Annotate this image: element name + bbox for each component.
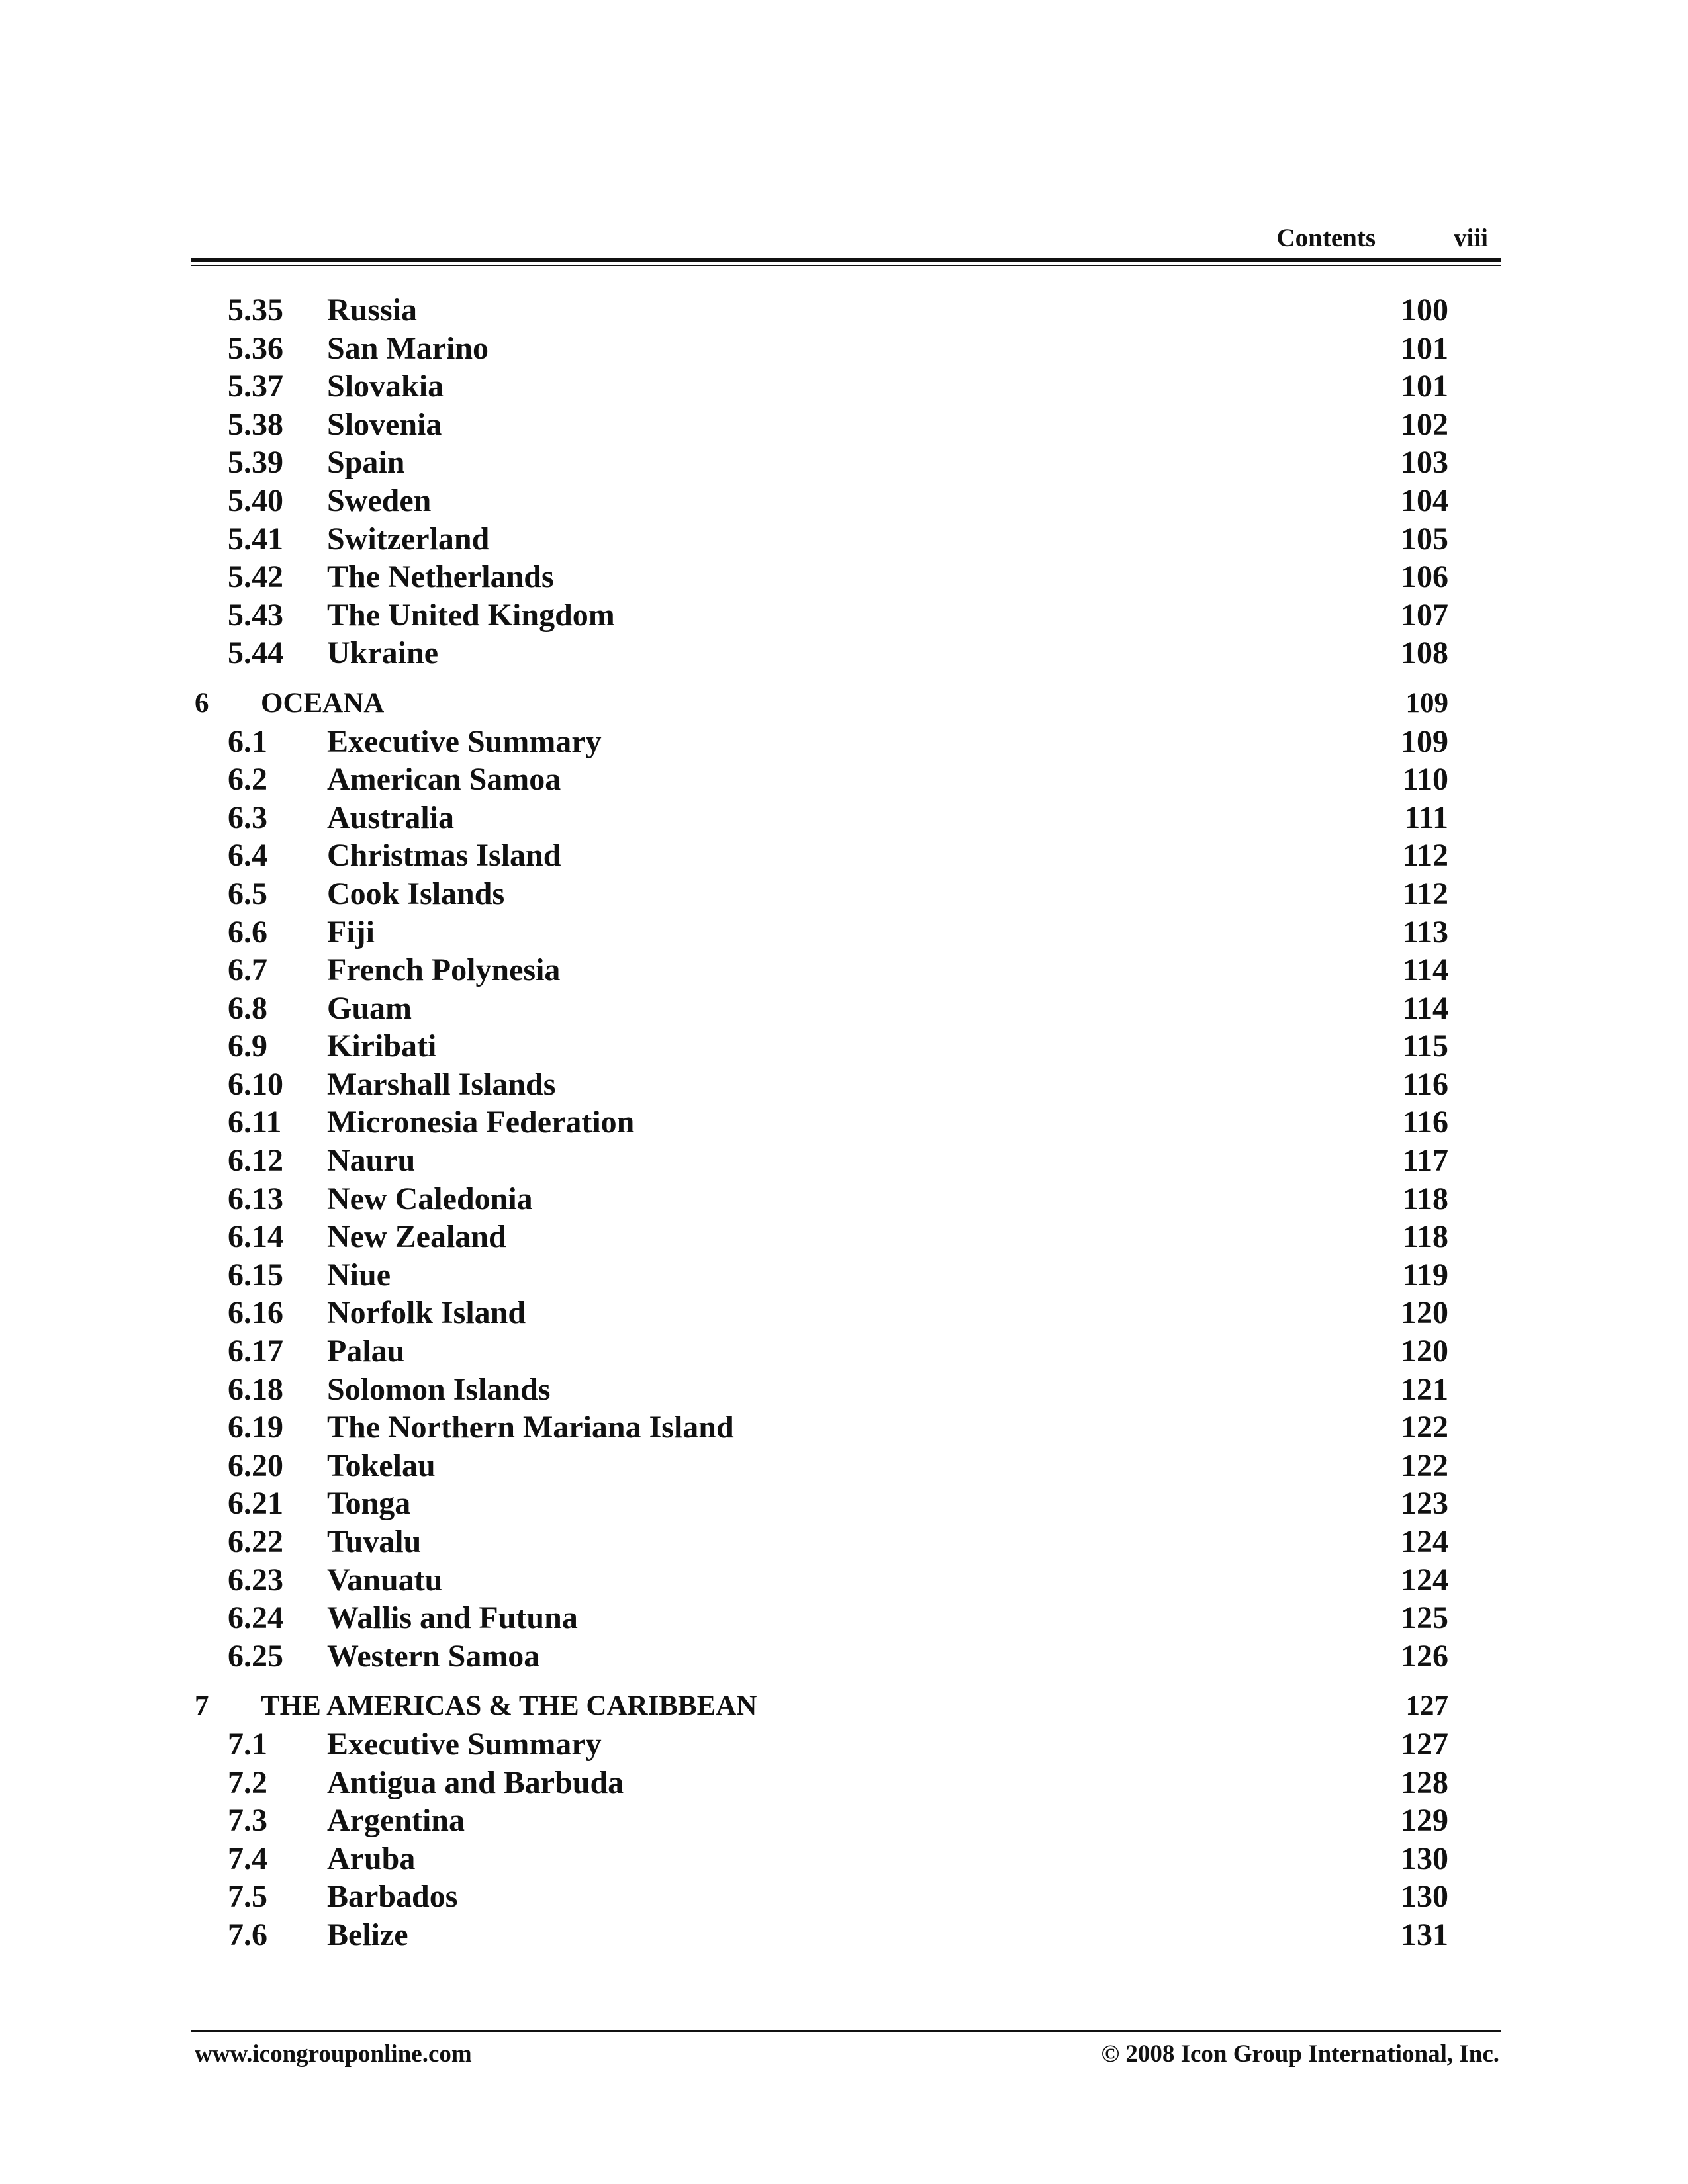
toc-page: 125 [1401,1600,1448,1636]
toc-num: 6.2 [228,762,267,797]
toc-page: 128 [1401,1764,1448,1800]
toc-title: OCEANA [261,687,385,719]
toc-title: Executive Summary [327,723,602,759]
toc-num: 6.7 [228,952,267,988]
toc-page: 112 [1402,838,1448,874]
toc-title: Belize [327,1917,408,1952]
toc-num: 5.40 [228,482,283,518]
toc-entry-row[interactable] [0,367,1688,406]
toc-entry-row[interactable] [0,482,1688,520]
toc-num: 6.21 [228,1486,283,1522]
toc-title: Vanuatu [327,1562,443,1598]
toc-entry-row[interactable] [0,443,1688,482]
toc-entry-row[interactable] [0,1523,1688,1561]
toc-title: Norfolk Island [327,1295,526,1331]
page-header [191,223,1501,256]
toc-entry-row[interactable] [0,330,1688,368]
toc-num: 6.11 [228,1105,282,1140]
toc-num: 5.41 [228,521,283,557]
toc-title: Australia [327,799,454,835]
toc-entry-row[interactable] [0,1294,1688,1332]
toc-entry-row[interactable] [0,951,1688,989]
toc-page: 131 [1401,1917,1448,1952]
toc-entry-row[interactable] [0,989,1688,1028]
toc-num: 6.9 [228,1028,267,1064]
footer-copyright: © 2008 Icon Group International, Inc. [1101,2040,1499,2068]
toc-title: Nauru [327,1143,416,1179]
toc-entry-row[interactable] [0,1878,1688,1916]
toc-num: 5.37 [228,369,283,404]
toc-num: 6.5 [228,876,267,911]
toc-entry-row[interactable] [0,837,1688,875]
toc-entry-row[interactable] [0,1066,1688,1104]
toc-entry-row[interactable] [0,1180,1688,1218]
footer-rule [191,2030,1501,2032]
toc-num: 6.23 [228,1562,283,1598]
toc-title: Fiji [327,914,375,950]
toc-entry-row[interactable] [0,1371,1688,1409]
toc-title: Switzerland [327,521,490,557]
toc-title: New Caledonia [327,1181,533,1216]
toc-entry-row[interactable] [0,760,1688,799]
toc-entry-row[interactable] [0,1801,1688,1840]
toc-page: 118 [1402,1219,1448,1255]
toc-num: 5.38 [228,406,283,442]
toc-page: 100 [1401,293,1448,328]
toc-title: Spain [327,445,405,480]
toc-title: The United Kingdom [327,597,615,633]
toc-title: Tuvalu [327,1524,422,1559]
toc-title: Kiribati [327,1028,437,1064]
toc-title: Slovakia [327,369,444,404]
toc-entry-row[interactable] [0,1840,1688,1878]
toc-page: 121 [1401,1371,1448,1407]
toc-page: 119 [1402,1257,1448,1293]
toc-page: 116 [1402,1105,1448,1140]
toc-num: 6.15 [228,1257,283,1293]
toc-entry-row[interactable] [0,875,1688,913]
toc-page: 124 [1401,1524,1448,1559]
header-rule-thick [191,258,1501,262]
toc-page: 113 [1402,914,1448,950]
toc-num: 6.12 [228,1143,283,1179]
toc-title: Niue [327,1257,391,1293]
toc-page: 126 [1401,1638,1448,1674]
toc-entry-row[interactable] [0,634,1688,672]
toc-num: 7.3 [228,1803,267,1839]
toc-title: Cook Islands [327,876,505,911]
toc-page: 106 [1401,559,1448,595]
toc-entry-row[interactable] [0,723,1688,761]
toc-entry-row[interactable] [0,1332,1688,1371]
toc-entry-row[interactable] [0,1484,1688,1523]
toc-page: 127 [1405,1690,1448,1722]
toc-title: Barbados [327,1879,458,1915]
toc-page: 114 [1402,952,1448,988]
toc-title: American Samoa [327,762,561,797]
toc-page: 115 [1402,1028,1448,1064]
toc-num: 6.14 [228,1219,283,1255]
toc-title: Micronesia Federation [327,1105,635,1140]
toc-title: French Polynesia [327,952,561,988]
toc-num: 5.42 [228,559,283,595]
toc-chapter-row[interactable] [0,1687,1688,1725]
toc-entry-row[interactable] [0,1142,1688,1180]
toc-entry-row[interactable] [0,1764,1688,1802]
toc-num: 7.5 [228,1879,267,1915]
toc-page: 120 [1401,1295,1448,1331]
toc-title: San Marino [327,330,489,366]
toc-num: 7.4 [228,1841,267,1876]
toc-title: The Netherlands [327,559,554,595]
toc-num: 6 [195,687,209,719]
toc-entry-row[interactable] [0,1027,1688,1066]
toc-title: Christmas Island [327,838,561,874]
toc-page: 124 [1401,1562,1448,1598]
toc-num: 6.4 [228,838,267,874]
toc-num: 6.17 [228,1334,283,1369]
toc-title: Wallis and Futuna [327,1600,578,1636]
toc-page: 109 [1401,723,1448,759]
toc-title: Slovenia [327,406,442,442]
toc-title: The Northern Mariana Island [327,1410,734,1445]
toc-entry-row[interactable] [0,1637,1688,1676]
toc-title: Marshall Islands [327,1066,556,1102]
toc-title: Aruba [327,1841,416,1876]
toc-num: 6.25 [228,1638,283,1674]
toc-num: 7.1 [228,1726,267,1762]
toc-title: New Zealand [327,1219,506,1255]
header-rule-thin [191,265,1501,266]
toc-page: 122 [1401,1410,1448,1445]
footer-website: www.icongrouponline.com [195,2040,472,2068]
toc-page: 117 [1402,1143,1448,1179]
header-section-title: Contents [1276,224,1376,252]
toc-page: 111 [1404,799,1448,835]
toc-num: 6.19 [228,1410,283,1445]
toc-title: Solomon Islands [327,1371,551,1407]
toc-page: 120 [1401,1334,1448,1369]
toc-page: 104 [1401,482,1448,518]
toc-page: 110 [1402,762,1448,797]
toc-entry-row[interactable] [0,799,1688,837]
toc-num: 5.44 [228,635,283,671]
toc-page: 101 [1401,330,1448,366]
toc-num: 6.20 [228,1447,283,1483]
toc-page: 118 [1402,1181,1448,1216]
toc-page: 114 [1402,990,1448,1026]
toc-entry-row[interactable] [0,913,1688,952]
toc-entry-row[interactable] [0,596,1688,635]
toc-page: 127 [1401,1726,1448,1762]
toc-title: Guam [327,990,412,1026]
toc-entry-row[interactable] [0,1408,1688,1447]
toc-title: THE AMERICAS & THE CARIBBEAN [261,1690,757,1722]
toc-page: 129 [1401,1803,1448,1839]
toc-entry-row[interactable] [0,558,1688,596]
toc-title: Sweden [327,482,432,518]
toc-num: 6.1 [228,723,267,759]
toc-entry-row[interactable] [0,406,1688,444]
toc-title: Tonga [327,1486,411,1522]
toc-entry-row[interactable] [0,1561,1688,1600]
toc-page: 108 [1401,635,1448,671]
toc-page: 103 [1401,445,1448,480]
toc-title: Tokelau [327,1447,436,1483]
toc-num: 5.43 [228,597,283,633]
toc-num: 6.22 [228,1524,283,1559]
toc-page: 122 [1401,1447,1448,1483]
toc-entry-row[interactable] [0,520,1688,559]
toc-page: 116 [1402,1066,1448,1102]
toc-page: 123 [1401,1486,1448,1522]
toc-num: 5.36 [228,330,283,366]
toc-title: Executive Summary [327,1726,602,1762]
toc-entry-row[interactable] [0,1103,1688,1142]
toc-title: Palau [327,1334,405,1369]
toc-entry-row[interactable] [0,1447,1688,1485]
toc-num: 6.6 [228,914,267,950]
toc-num: 6.18 [228,1371,283,1407]
toc-title: Ukraine [327,635,438,671]
toc-title: Argentina [327,1803,465,1839]
header-page-number: viii [1453,224,1488,252]
toc-page: 130 [1401,1841,1448,1876]
toc-page: 102 [1401,406,1448,442]
toc-num: 6.13 [228,1181,283,1216]
toc-num: 5.35 [228,293,283,328]
toc-num: 7.6 [228,1917,267,1952]
toc-num: 6.10 [228,1066,283,1102]
toc-entry-row[interactable] [0,1916,1688,1954]
toc-page: 130 [1401,1879,1448,1915]
toc-entry-row[interactable] [0,1725,1688,1764]
toc-page: 109 [1405,687,1448,719]
toc-num: 7.2 [228,1764,267,1800]
toc-num: 6.16 [228,1295,283,1331]
toc-chapter-row[interactable] [0,684,1688,723]
toc-entry-row[interactable] [0,291,1688,330]
toc-entry-row[interactable] [0,1599,1688,1637]
toc-entry-row[interactable] [0,1218,1688,1256]
toc-num: 5.39 [228,445,283,480]
toc-entry-row[interactable] [0,1256,1688,1295]
toc-num: 6.8 [228,990,267,1026]
toc-num: 7 [195,1690,209,1722]
toc-num: 6.3 [228,799,267,835]
toc-title: Antigua and Barbuda [327,1764,624,1800]
toc-page: 101 [1401,369,1448,404]
toc-page: 112 [1402,876,1448,911]
toc-page: 107 [1401,597,1448,633]
toc-title: Western Samoa [327,1638,540,1674]
toc-num: 6.24 [228,1600,283,1636]
toc-page: 105 [1401,521,1448,557]
toc-title: Russia [327,293,418,328]
table-of-contents [0,291,1688,1954]
